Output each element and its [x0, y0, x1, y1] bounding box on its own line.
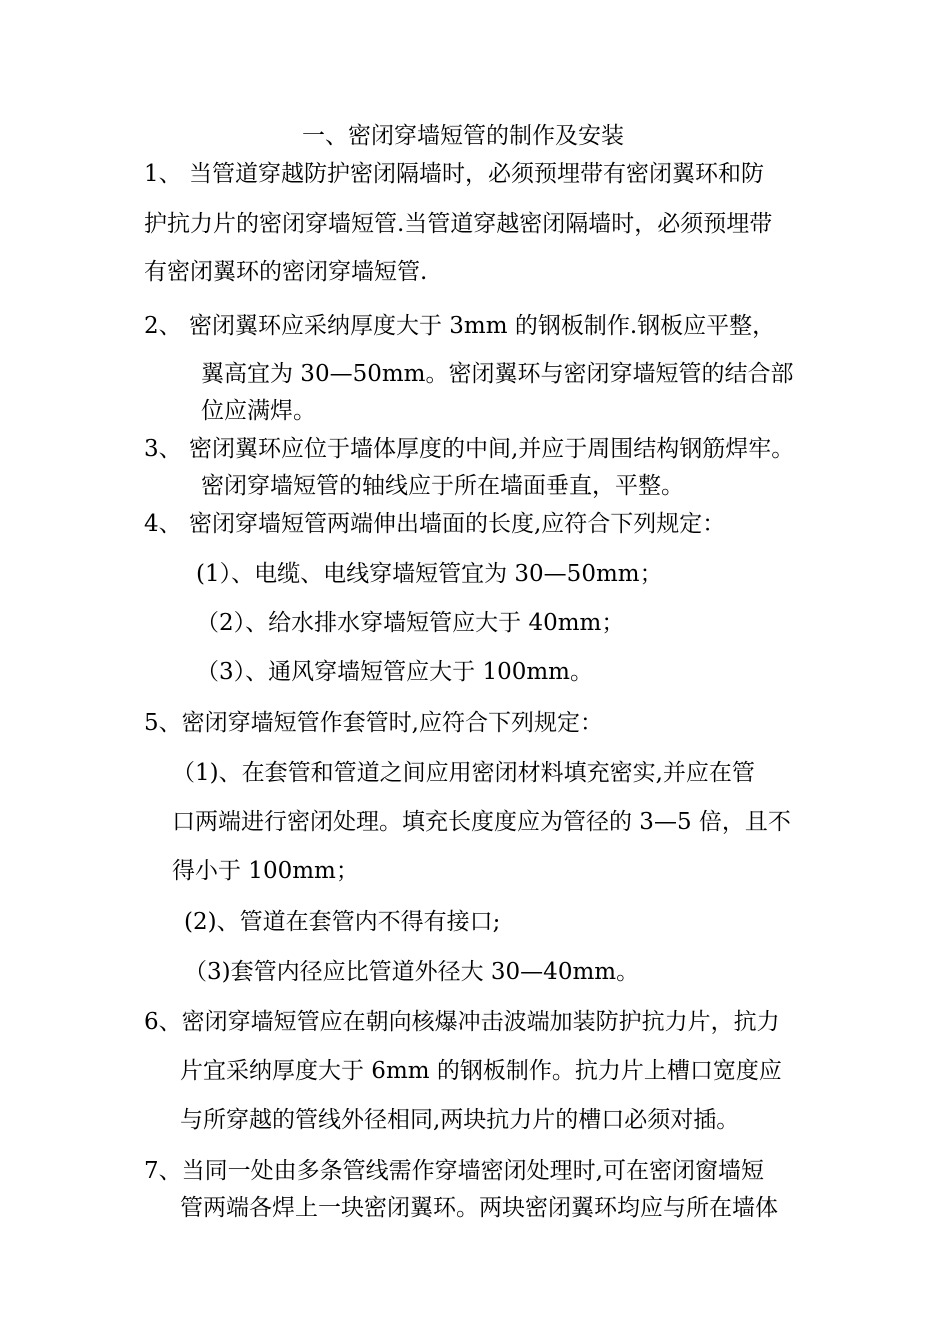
text-line: (1）、电缆、电线穿墙短管宜为 30—50mm；: [196, 561, 663, 587]
text-line: 片宜采纳厚度大于 6mm 的钢板制作。抗力片上槽口宽度应: [180, 1058, 782, 1084]
text-line: 得小于 100mm；: [172, 858, 359, 884]
text-line: (2)、管道在套管内不得有接口;: [184, 909, 501, 935]
text-line: （2）、给水排水穿墙短管应大于 40mm；: [196, 610, 625, 636]
text-line: 2、 密闭翼环应采纳厚度大于 3mm 的钢板制作.钢板应平整，: [144, 313, 776, 339]
text-line: 口两端进行密闭处理。填充长度度应为管径的 3—5 倍，且不: [172, 809, 791, 835]
document-title: 一、密闭穿墙短管的制作及安装: [302, 123, 624, 149]
text-line: （1)、在套管和管道之间应用密闭材料填充密实,并应在管: [172, 760, 755, 786]
text-line: 3、 密闭翼环应位于墙体厚度的中间,并应于周围结构钢筋焊牢。: [144, 436, 795, 462]
text-line: （3)套管内径应比管道外径大 30—40mm。: [184, 959, 640, 985]
text-line: （3）、通风穿墙短管应大于 100mm。: [196, 659, 593, 685]
text-line: 4、 密闭穿墙短管两端伸出墙面的长度,应符合下列规定：: [144, 511, 726, 537]
text-line: 密闭穿墙短管的轴线应于所在墙面垂直，平整。: [201, 473, 684, 499]
text-line: 5、密闭穿墙短管作套管时,应符合下列规定：: [144, 710, 603, 736]
text-line: 护抗力片的密闭穿墙短管.当管道穿越密闭隔墙时，必须预埋带: [144, 211, 773, 237]
text-line: 6、密闭穿墙短管应在朝向核爆冲击波端加装防护抗力片，抗力: [144, 1009, 780, 1035]
text-line: 1、 当管道穿越防护密闭隔墙时，必须预埋带有密闭翼环和防: [144, 161, 764, 187]
text-line: 翼高宜为 30—50mm。密闭翼环与密闭穿墙短管的结合部: [201, 361, 794, 387]
text-line: 与所穿越的管线外径相同,两块抗力片的槽口必须对插。: [180, 1107, 740, 1133]
text-line: 有密闭翼环的密闭穿墙短管.: [144, 259, 428, 285]
text-line: 7、当同一处由多条管线需作穿墙密闭处理时,可在密闭窗墙短: [144, 1158, 764, 1184]
text-line: 管两端各焊上一块密闭翼环。两块密闭翼环均应与所在墙体: [180, 1195, 778, 1221]
text-line: 位应满焊。: [201, 398, 316, 424]
